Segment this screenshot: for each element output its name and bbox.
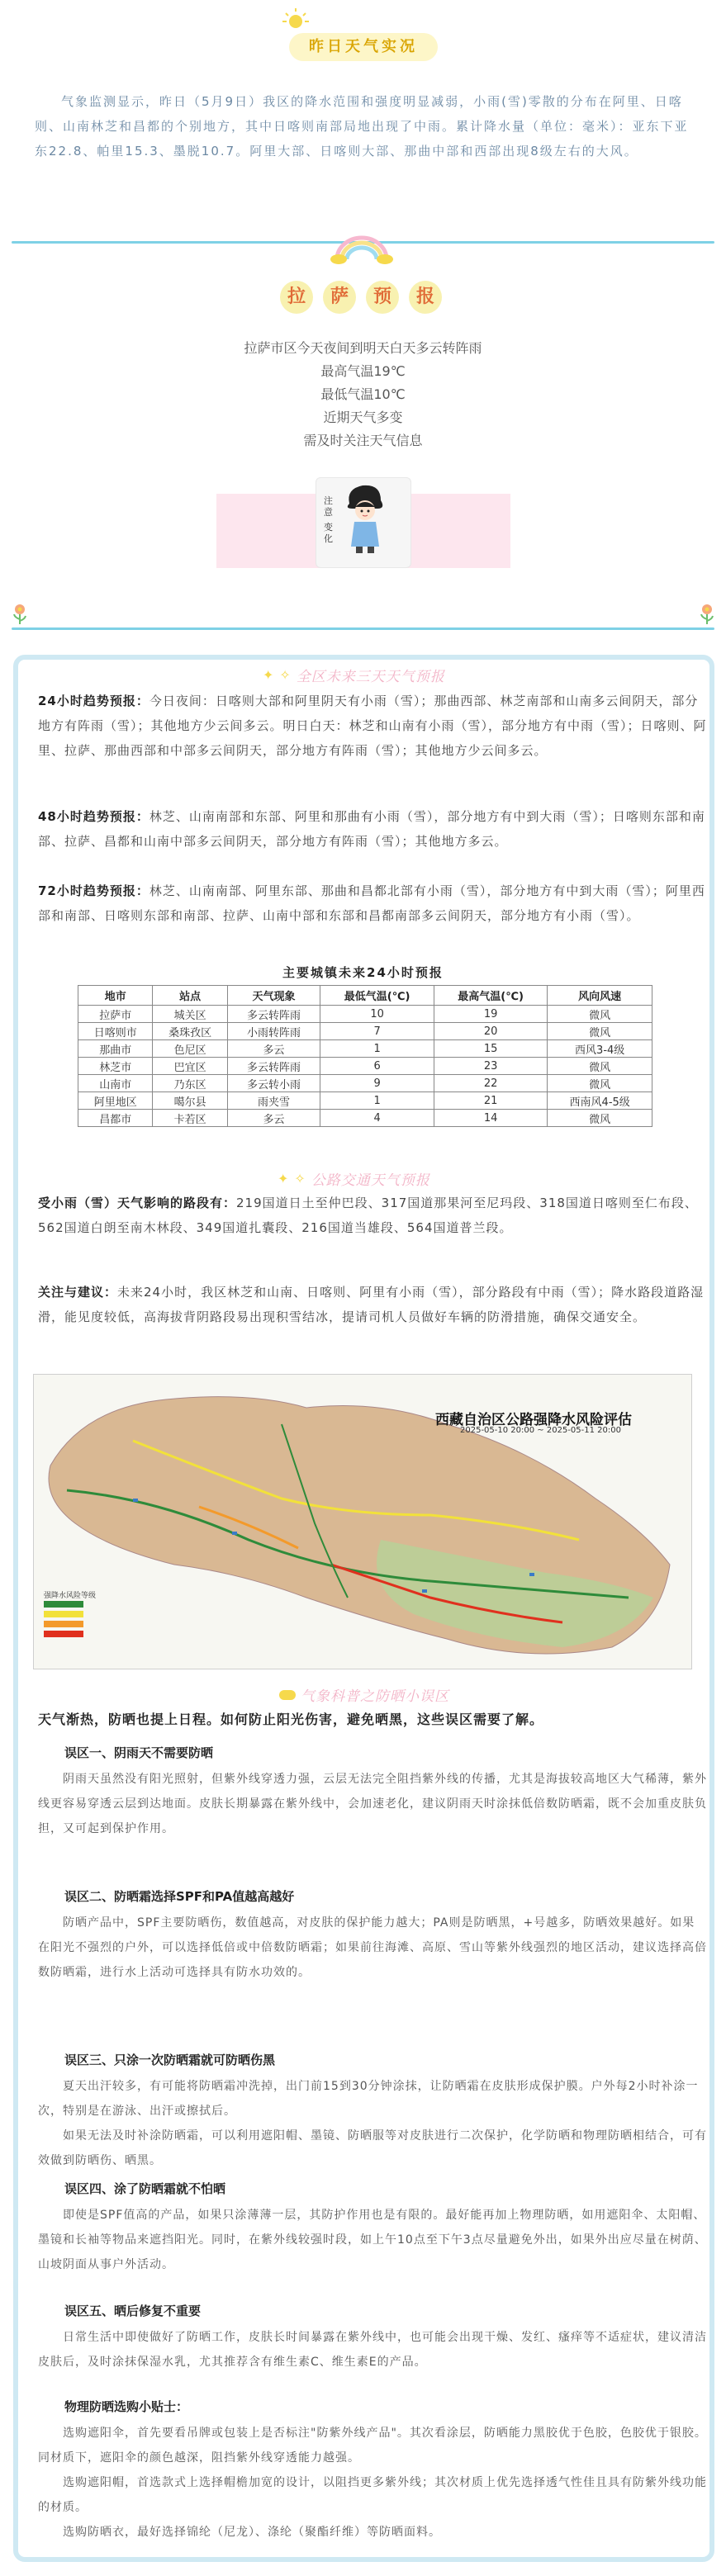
- table-cell: 阿里地区: [78, 1092, 153, 1110]
- misc-item-body: 防晒产品中，SPF主要防晒伤，数值越高，对皮肤的保护能力越大；PA则是防晒黑，+号越多，防晒效果越好。如果在阳光不强烈的户外，可以选择低倍或中倍数防晒霜；如果前往海滩、高原、雪山等紫外线强烈的地区活动，建议选择高倍数防晒霜，进行水上活动可选择具有防水功效的。: [38, 1916, 707, 1979]
- misc-item-body: 日常生活中即使做好了防晒工作，皮肤长时间暴露在紫外线中，也可能会出现干燥、发红、瘙痒等不适症状，建议清洁皮肤后，及时涂抹保湿水乳，尤其推荐含有维生素C、维生素E的产品。: [38, 2331, 707, 2369]
- mascot-char: 意: [324, 507, 333, 518]
- road-risk-map: [33, 1374, 692, 1669]
- section-title: 公路交通天气预报: [311, 1172, 430, 1189]
- legend-swatch: [44, 1601, 83, 1608]
- table-cell: 多云转阵雨: [227, 1058, 320, 1075]
- city-forecast-table: [78, 985, 652, 1127]
- misc-item-body: 阴雨天虽然没有阳光照射，但紫外线穿透力强，云层无法完全阻挡紫外线的传播，尤其是海拔较高地区大气稀薄，紫外线更容易穿透云层到达地面。皮肤长期暴露在紫外线中，会加速老化，建议阴雨天时涂抹低倍数防晒霜，既不会加重皮肤负担，又可起到保护作用。: [38, 1773, 707, 1835]
- table-cell: 桑珠孜区: [153, 1023, 227, 1040]
- cloud-icon: [279, 1690, 296, 1700]
- table-cell: 乃东区: [153, 1075, 227, 1092]
- forecast-label: 72小时趋势预报：: [38, 883, 149, 898]
- road-label: 受小雨（雪）天气影响的路段有：: [38, 1196, 237, 1210]
- table-cell: 多云转小雨: [227, 1075, 320, 1092]
- section-header-forecast: [263, 665, 445, 685]
- table-cell: 23: [434, 1058, 548, 1075]
- legend-swatch: [44, 1621, 83, 1627]
- table-cell: 微风: [548, 1006, 652, 1023]
- road-label: 关注与建议：: [38, 1285, 118, 1300]
- star-icon: ✧: [279, 667, 292, 683]
- table-row: [78, 1110, 652, 1127]
- misc-item-head: 误区二、防晒霜选择SPF和PA值越高越好: [64, 1889, 295, 1904]
- forecast-text: 林芝、山南南部、阿里东部、那曲和昌都北部有小雨（雪），部分地方有中到大雨（雪）；阿里西部和南部、日喀则东部和南部、拉萨、山南中部和东部和昌都南部多云间阴天，部分地方有小雨（雪）。: [38, 883, 705, 923]
- rainbow-icon: [329, 231, 395, 264]
- table-cell: 15: [434, 1040, 548, 1058]
- table-cell: 多云: [227, 1110, 320, 1127]
- column-header: 地市: [78, 986, 153, 1006]
- flower-icon: [699, 603, 715, 624]
- forecast-label: 48小时趋势预报：: [38, 809, 149, 824]
- forecast-72h: [38, 878, 707, 928]
- forecast-line: 拉萨市区今天夜间到明天白天多云转阵雨: [244, 340, 482, 356]
- column-header: 最低气温(℃): [320, 986, 434, 1006]
- flower-icon: [12, 603, 28, 624]
- table-cell: 小雨转阵雨: [227, 1023, 320, 1040]
- table-cell: 西南风4-5级: [548, 1092, 652, 1110]
- road-affected: [38, 1191, 707, 1240]
- misc-item-head: 误区四、涂了防晒霜就不怕晒: [64, 2181, 226, 2196]
- mascot-banner: [216, 494, 510, 568]
- table-cell: 多云转阵雨: [227, 1006, 320, 1023]
- table-cell: 城关区: [153, 1006, 227, 1023]
- section-header-road: [278, 1168, 430, 1189]
- table-cell: 多云: [227, 1040, 320, 1058]
- star-icon: ✦: [263, 667, 275, 683]
- tip-item: 选购遮阳帽，首选款式上选择帽檐加宽的设计，以阻挡更多紫外线；其次材质上优先选择透气性佳且具有防紫外线功能的材质。: [38, 2476, 707, 2514]
- legend-swatch: [44, 1611, 83, 1617]
- table-cell: 4: [320, 1110, 434, 1127]
- column-header: 最高气温(℃): [434, 986, 548, 1006]
- road-text: 219国道日土至仲巴段、317国道那果河至尼玛段、318国道日喀则至仁布段、562国道白朗至南木林段、349国道扎囊段、216国道当雄段、564国道普兰段。: [38, 1196, 698, 1235]
- column-header: 站点: [153, 986, 227, 1006]
- map-legend-title: 强降水风险等级: [44, 1592, 97, 1600]
- table-cell: 日喀则市: [78, 1023, 153, 1040]
- table-title: 主要城镇未来24小时预报: [282, 965, 444, 980]
- yesterday-paragraph: 气象监测显示，昨日（5月9日）我区的降水范围和强度明显减弱，小雨(雪)零散的分布在阿里、日喀则、山南林芝和昌都的个别地方，其中日喀则南部局地出现了中雨。累计降水量（单位：毫米）：亚东下亚东22.8、帕里15.3、墨脱10.7。阿里大部、日喀则大部、那曲中部和西部出现8级左右的大风。: [35, 94, 689, 159]
- map-title: 西藏自治区公路强降水风险评估: [435, 1412, 632, 1428]
- misc-item-body: 如果无法及时补涂防晒霜，可以利用遮阳帽、墨镜、防晒服等对皮肤进行二次保护，化学防晒和物理防晒相结合，可有效做到防晒伤、晒黑。: [38, 2129, 707, 2167]
- table-header-row: [78, 986, 652, 1006]
- column-header: 天气现象: [227, 986, 320, 1006]
- table-row: [78, 1040, 652, 1058]
- table-row: [78, 1058, 652, 1075]
- lhasa-title-char: 预: [366, 281, 399, 314]
- table-row: [78, 1075, 652, 1092]
- table-cell: 卡若区: [153, 1110, 227, 1127]
- table-cell: 雨夹雪: [227, 1092, 320, 1110]
- table-cell: 19: [434, 1006, 548, 1023]
- forecast-text: 今日夜间：日喀则大部和阿里阴天有小雨（雪）；那曲西部、林芝南部和山南多云间阴天，部分地方有阵雨（雪）；其他地方少云间多云。明日白天：林芝和山南有小雨（雪），部分地方有中雨（雪）；日喀则、阿里、拉萨、那曲西部和中部多云间阴天，部分地方有阵雨（雪）；其他地方少云间多云。: [38, 694, 707, 758]
- table-cell: 巴宜区: [153, 1058, 227, 1075]
- legend-swatch: [44, 1631, 83, 1637]
- table-cell: 西风3-4级: [548, 1040, 652, 1058]
- forecast-text: 林芝、山南南部和东部、阿里和那曲有小雨（雪），部分地方有中到大雨（雪）；日喀则东部和南部、拉萨、昌都和山南中部多云间阴天，部分地方有阵雨（雪）；其他地方多云。: [38, 809, 705, 849]
- table-cell: 22: [434, 1075, 548, 1092]
- table-cell: 微风: [548, 1058, 652, 1075]
- column-header: 风向风速: [548, 986, 652, 1006]
- table-cell: 10: [320, 1006, 434, 1023]
- mascot-text: [324, 522, 335, 545]
- table-cell: 微风: [548, 1110, 652, 1127]
- lhasa-title-char: 萨: [323, 281, 356, 314]
- misc-item-body: 夏天出汗较多，有可能将防晒霜冲洗掉，出门前15到30分钟涂抹，让防晒霜在皮肤形成保护膜。户外每2小时补涂一次，特别是在游泳、出汗或擦拭后。: [38, 2080, 699, 2118]
- star-icon: ✧: [294, 1171, 306, 1186]
- table-cell: 微风: [548, 1023, 652, 1040]
- table-row: [78, 1023, 652, 1040]
- mascot-illustration: [344, 484, 386, 556]
- tip-item: 选购遮阳伞，首先要看吊牌或包装上是否标注"防紫外线产品"。其次看涂层，防晒能力黑胶优于色胶，色胶优于银胶。同材质下，遮阳伞的颜色越深，阻挡紫外线穿透能力越强。: [38, 2427, 707, 2465]
- mascot-char: 化: [324, 533, 333, 544]
- lhasa-title-char: 报: [409, 281, 442, 314]
- table-cell: 噶尔县: [153, 1092, 227, 1110]
- misc-intro: 天气渐热，防晒也提上日程。如何防止阳光伤害，避免晒黑，这些误区需要了解。: [38, 1712, 544, 1727]
- misc-item-head: 误区一、阴雨天不需要防晒: [64, 1745, 214, 1760]
- table-cell: 昌都市: [78, 1110, 153, 1127]
- table-cell: 6: [320, 1058, 434, 1075]
- lhasa-title-char: 拉: [280, 281, 313, 314]
- forecast-line: 最低气温10℃: [320, 386, 406, 402]
- misc-item-head: 误区五、晒后修复不重要: [64, 2304, 202, 2318]
- table-cell: 微风: [548, 1075, 652, 1092]
- table-cell: 拉萨市: [78, 1006, 153, 1023]
- road-text: 未来24小时，我区林芝和山南、日喀则、阿里有小雨（雪），部分路段有中雨（雪）；降水路段道路湿滑，能见度较低，高海拔背阴路段易出现积雪结冰，提请司机人员做好车辆的防滑措施，确保交通安全。: [38, 1285, 705, 1324]
- lhasa-forecast: [0, 337, 726, 452]
- section-header-misc: [279, 1684, 449, 1705]
- road-advice: [38, 1280, 707, 1329]
- forecast-line: 近期天气多变: [323, 410, 403, 425]
- table-cell: 9: [320, 1075, 434, 1092]
- table-row: [78, 1006, 652, 1023]
- forecast-48h: [38, 804, 707, 854]
- mascot-char: 变: [324, 522, 333, 533]
- table-cell: 色尼区: [153, 1040, 227, 1058]
- section-title: 气象科普之防晒小误区: [301, 1688, 449, 1705]
- star-icon: ✦: [278, 1171, 290, 1186]
- table-cell: 林芝市: [78, 1058, 153, 1075]
- sun-icon: [279, 3, 312, 36]
- table-cell: 那曲市: [78, 1040, 153, 1058]
- table-cell: 20: [434, 1023, 548, 1040]
- misc-item-head: 误区三、只涂一次防晒霜就可防晒伤黑: [64, 2053, 276, 2067]
- misc-item-body: 即使是SPF值高的产品，如果只涂薄薄一层，其防护作用也是有限的。最好能再加上物理防晒，如用遮阳伞、太阳帽、墨镜和长袖等物品来遮挡阳光。同时，在紫外线较强时段，如上午10点至下午3点尽量避免外出，如果外出应尽量在树荫、山坡阴面从事户外活动。: [38, 2209, 707, 2271]
- table-cell: 21: [434, 1092, 548, 1110]
- yesterday-title: 昨日天气实况: [289, 33, 438, 61]
- forecast-24h: [38, 689, 707, 763]
- table-cell: 1: [320, 1040, 434, 1058]
- lhasa-title: [280, 281, 442, 314]
- mascot-text: [324, 495, 335, 519]
- map-subtitle: 2025-05-10 20:00 ~ 2025-05-11 20:00: [460, 1426, 621, 1435]
- table-cell: 14: [434, 1110, 548, 1127]
- table-cell: 1: [320, 1092, 434, 1110]
- mascot-char: 注: [324, 495, 333, 506]
- forecast-line: 最高气温19℃: [320, 363, 406, 379]
- tip-item: 选购防晒衣，最好选择锦纶（尼龙）、涤纶（聚酯纤维）等防晒面料。: [63, 2526, 441, 2539]
- forecast-label: 24小时趋势预报：: [38, 694, 149, 708]
- forecast-line: 需及时关注天气信息: [303, 433, 423, 448]
- table-cell: 7: [320, 1023, 434, 1040]
- table-cell: 山南市: [78, 1075, 153, 1092]
- tips-head: 物理防晒选购小贴士：: [64, 2399, 189, 2414]
- table-row: [78, 1092, 652, 1110]
- section-title: 全区未来三天天气预报: [296, 669, 445, 685]
- divider: [12, 627, 714, 630]
